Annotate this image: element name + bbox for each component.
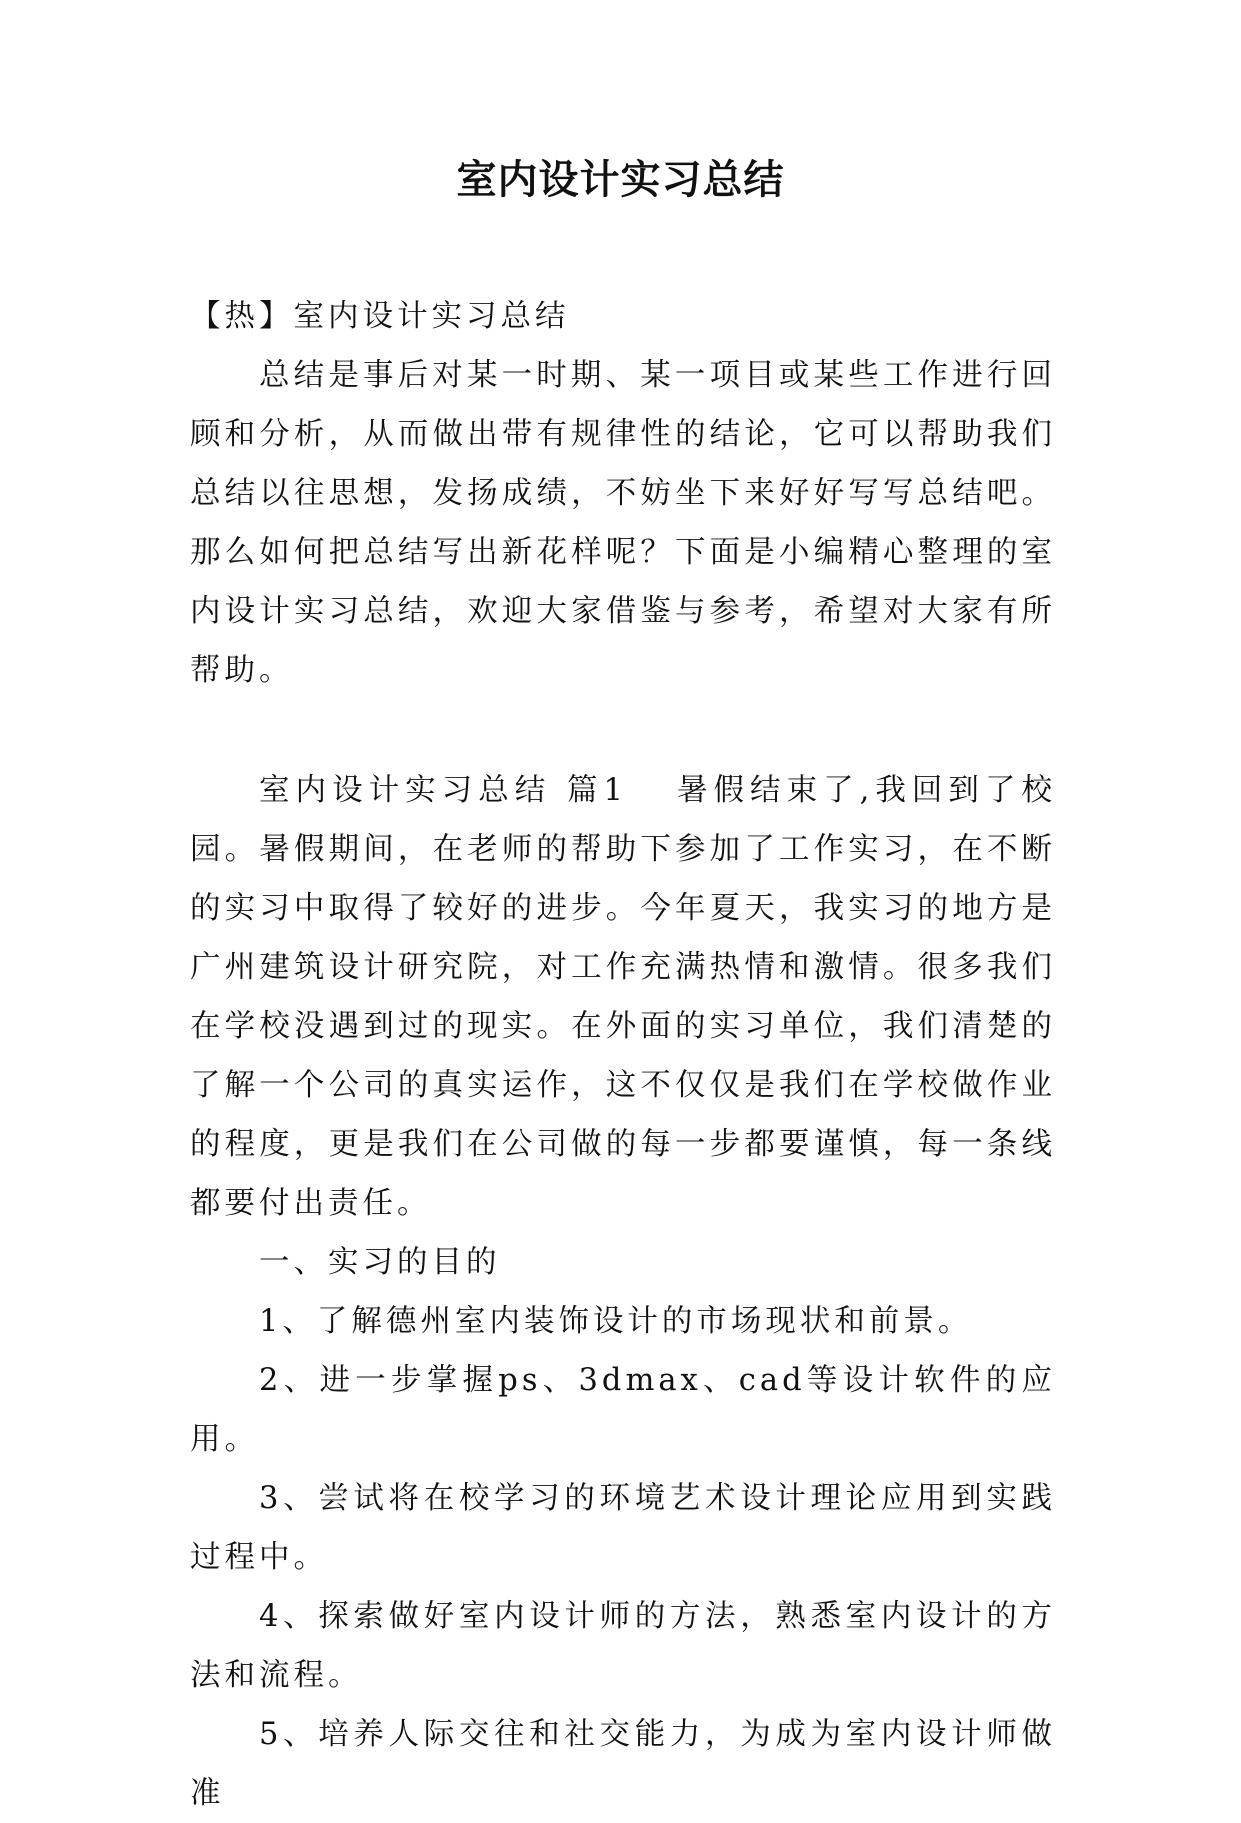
- purpose-item-3: 3、尝试将在校学习的环境艺术设计理论应用到实践过程中。: [190, 1481, 1056, 1575]
- purpose-item-4: 4、探索做好室内设计师的方法，熟悉室内设计的方法和流程。: [190, 1599, 1056, 1693]
- intro-paragraph: 总结是事后对某一时期、某一项目或某些工作进行回顾和分析，从而做出带有规律性的结论，它可以帮助我们总结以往思想，发扬成绩，不妨坐下来好好写写总结吧。那么如何把总结写出新花样呢？下面是小编精心整理的室内设计实习总结，欢迎大家借鉴与参考，希望对大家有所帮助。: [190, 358, 1056, 688]
- document-title: 室内设计实习总结: [456, 157, 785, 203]
- purpose-item-2: 2、进一步掌握ps、3dmax、cad等设计软件的应用。: [190, 1363, 1056, 1457]
- section-label: 室内设计实习总结 篇1: [259, 773, 627, 808]
- purpose-item-5: 5、培养人际交往和社交能力，为成为室内设计师做准: [190, 1717, 1056, 1811]
- purpose-item-1: 1、了解德州室内装饰设计的市场现状和前景。: [259, 1304, 973, 1339]
- section-body: 暑假结束了,我回到了校园。暑假期间，在老师的帮助下参加了工作实习，在不断的实习中取得了较好的进步。今年夏天，我实习的地方是广州建筑设计研究院，对工作充满热情和激情。很多我们在学校没遇到过的现实。在外面的实习单位，我们清楚的了解一个公司的真实运作，这不仅仅是我们在学校做作业的程度，更是我们在公司做的每一步都要谨慎，每一条线都要付出责任。: [190, 773, 1056, 1221]
- paragraph-spacer: [190, 700, 1056, 761]
- document-body: [190, 287, 1056, 1823]
- purpose-heading: 一、实习的目的: [259, 1245, 501, 1280]
- section-paragraph: [190, 761, 1056, 1233]
- heading-line: 【热】室内设计实习总结: [190, 299, 570, 334]
